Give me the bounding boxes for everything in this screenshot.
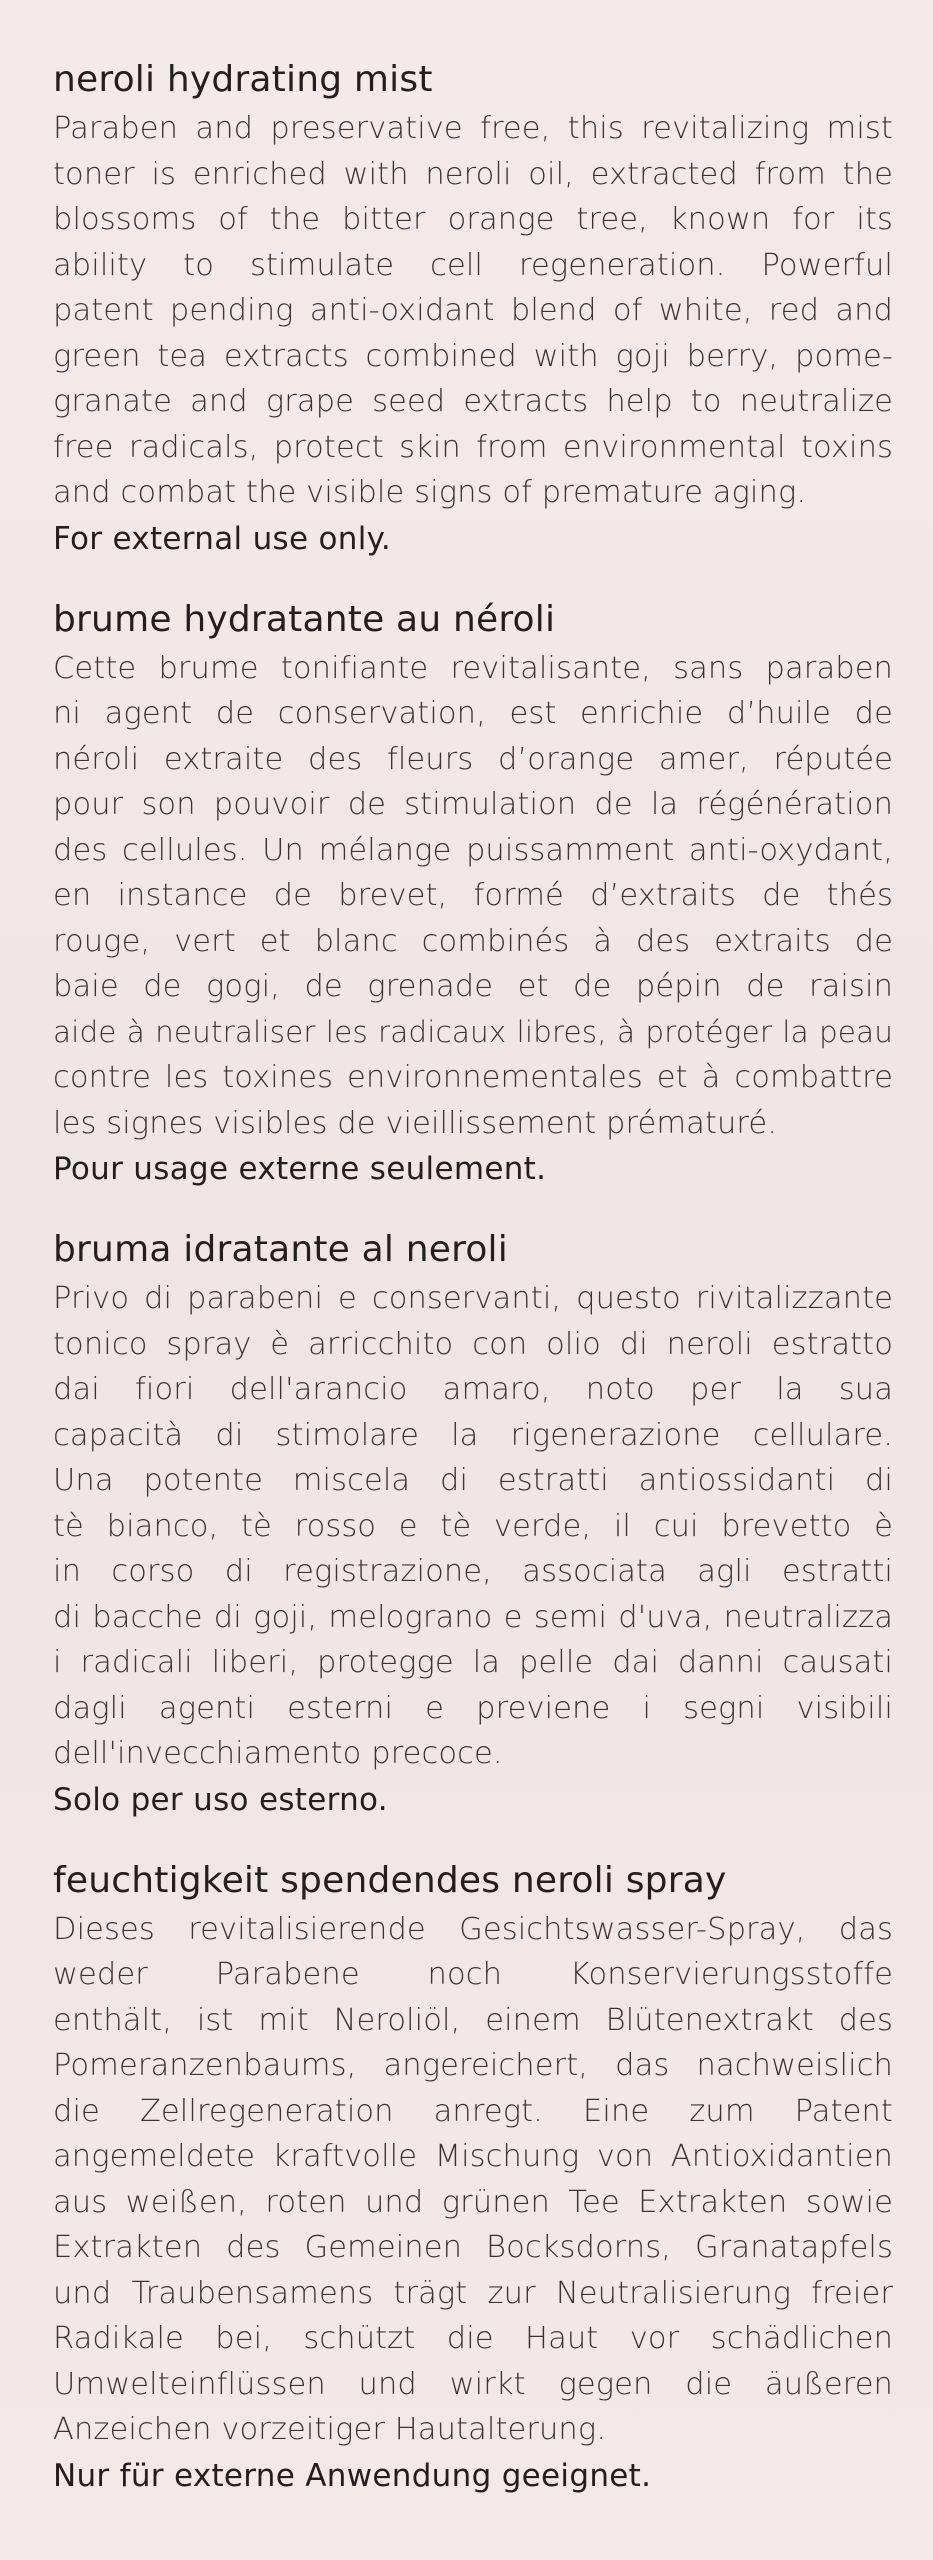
- body-line: Extrakten des Gemeinen Bocksdorns, Granatapfels: [53, 2230, 893, 2265]
- body-line: dagli agenti esterni e previene i segni visibili: [53, 1690, 893, 1726]
- body-line: aus weißen, roten und grünen Tee Extrakten sowie: [53, 2184, 893, 2220]
- body-line: capacità di stimolare la rigenerazione cellulare.: [53, 1417, 893, 1453]
- section-body-german: [53, 1907, 893, 2453]
- body-line: i radicali liberi, protegge la pelle dai danni causati: [53, 1645, 893, 1680]
- body-line: patent pending anti-oxidant blend of white, red and: [53, 293, 893, 328]
- body-line: Pomeranzenbaums, angereichert, das nachweislich: [53, 2048, 893, 2083]
- body-line: aide à neutraliser les radicaux libres, à protéger la peau: [53, 1014, 893, 1049]
- section-heading-italian: bruma idratante al neroli: [53, 1229, 508, 1270]
- body-line: in corso di registrazione, associata agli estratti: [53, 1554, 893, 1589]
- body-line: dai fiori dell'arancio amaro, noto per la sua: [53, 1372, 893, 1407]
- external-use-note-english: For external use only.: [53, 520, 392, 557]
- section-italian: [53, 1226, 893, 1823]
- body-line: free radicals, protect skin from environmental toxins: [53, 429, 893, 465]
- body-line: des cellules. Un mélange puissamment anti-oxydant,: [53, 832, 893, 868]
- body-line: baie de gogi, de grenade et de pépin de raisin: [53, 969, 893, 1004]
- body-line: pour son pouvoir de stimulation de la régénération: [53, 787, 893, 822]
- section-body-french: [53, 646, 893, 1147]
- body-line: rouge, vert et blanc combinés à des extraits de: [53, 923, 893, 959]
- body-line: Radikale bei, schützt die Haut vor schädlichen: [53, 2321, 893, 2356]
- body-line: néroli extraite des fleurs d’orange amer, réputée: [53, 741, 893, 777]
- body-line: di bacche di goji, melograno e semi d'uva, neutralizza: [53, 1599, 893, 1635]
- body-line: dell'invecchiamento precoce.: [53, 1736, 503, 1771]
- section-body-english: [53, 106, 893, 516]
- body-line: granate and grape seed extracts help to neutralize: [53, 384, 893, 419]
- body-line: Paraben and preservative free, this revitalizing mist: [53, 111, 893, 146]
- body-line: tè bianco, tè rosso e tè verde, il cui brevetto è: [53, 1508, 893, 1544]
- body-line: toner is enriched with neroli oil, extracted from the: [53, 156, 893, 192]
- section-heading-english: neroli hydrating mist: [53, 59, 433, 100]
- section-body-italian: [53, 1276, 893, 1777]
- section-german: [53, 1857, 893, 2499]
- body-line: les signes visibles de vieillissement prématuré.: [53, 1105, 778, 1141]
- body-line: ability to stimulate cell regeneration. Powerful: [53, 247, 893, 283]
- body-line: Dieses revitalisierende Gesichtswasser-Spray, das: [53, 1911, 893, 1947]
- body-line: Privo di parabeni e conservanti, questo rivitalizzante: [53, 1281, 893, 1316]
- body-line: contre les toxines environnementales et à combattre: [53, 1060, 893, 1095]
- body-line: blossoms of the bitter orange tree, known for its: [53, 202, 893, 237]
- body-line: angemeldete kraftvolle Mischung von Antioxidantien: [53, 2139, 893, 2174]
- body-line: die Zellregeneration anregt. Eine zum Patent: [53, 2093, 893, 2129]
- body-line: en instance de brevet, formé d’extraits de thés: [53, 878, 893, 913]
- body-line: Umwelteinflüssen und wirkt gegen die äußeren: [53, 2366, 893, 2402]
- external-use-note-french: Pour usage externe seulement.: [53, 1151, 547, 1187]
- section-french: [53, 596, 893, 1193]
- body-line: tonico spray è arricchito con olio di neroli estratto: [53, 1326, 893, 1362]
- body-line: weder Parabene noch Konservierungsstoffe: [53, 1957, 893, 1992]
- section-heading-german: feuchtigkeit spendendes neroli spray: [53, 1859, 727, 1901]
- body-line: Una potente miscela di estratti antiossidanti di: [53, 1463, 893, 1498]
- section-english: [53, 56, 893, 562]
- body-line: Anzeichen vorzeitiger Hautalterung.: [53, 2412, 607, 2447]
- body-line: and combat the visible signs of premature aging.: [53, 475, 807, 510]
- body-line: und Traubensamens trägt zur Neutralisierung freier: [53, 2275, 893, 2311]
- body-line: green tea extracts combined with goji berry, pome-: [53, 338, 893, 374]
- external-use-note-german: Nur für externe Anwendung geeignet.: [53, 2457, 652, 2494]
- body-line: Cette brume tonifiante revitalisante, sans paraben: [53, 650, 893, 686]
- body-line: ni agent de conservation, est enrichie d’huile de: [53, 696, 893, 731]
- body-line: enthält, ist mit Neroliöl, einem Blütenextrakt des: [53, 2002, 893, 2038]
- section-heading-french: brume hydratante au néroli: [53, 598, 556, 640]
- external-use-note-italian: Solo per uso esterno.: [53, 1781, 388, 1818]
